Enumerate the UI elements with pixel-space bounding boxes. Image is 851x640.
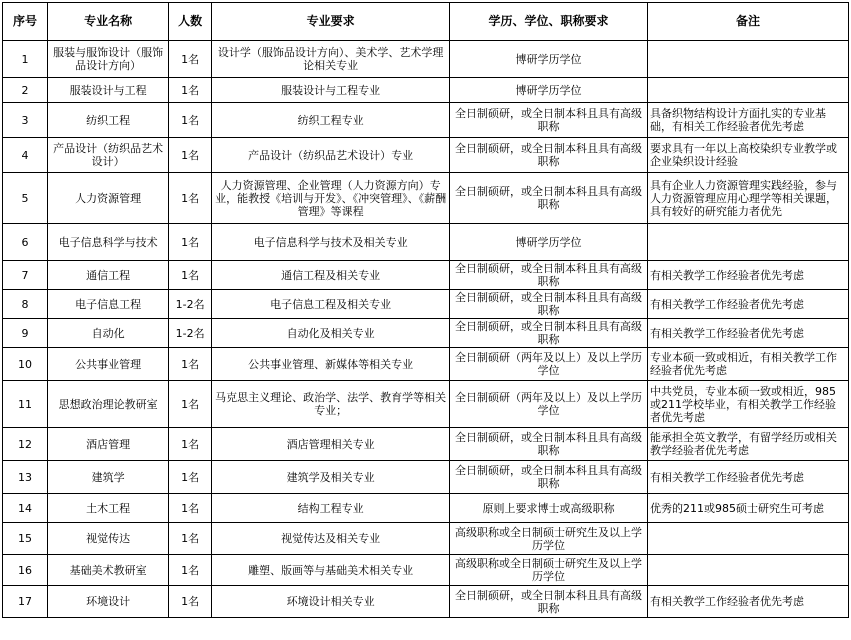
cell-requirement: 建筑学及相关专业 bbox=[212, 461, 450, 494]
table-row bbox=[3, 428, 849, 461]
cell-name: 酒店管理 bbox=[48, 428, 169, 461]
cell-note: 有相关教学工作经验者优先考虑 bbox=[647, 319, 848, 348]
cell-requirement: 电子信息工程及相关专业 bbox=[212, 290, 450, 319]
cell-requirement: 结构工程专业 bbox=[212, 494, 450, 523]
cell-seq: 5 bbox=[3, 173, 48, 224]
recruitment-table bbox=[2, 2, 849, 618]
cell-note: 优秀的211或985硕士研究生可考虑 bbox=[647, 494, 848, 523]
cell-education: 全日制硕研，或全日制本科且具有高级职称 bbox=[450, 261, 648, 290]
cell-note: 有相关教学工作经验者优先考虑 bbox=[647, 290, 848, 319]
table-row bbox=[3, 290, 849, 319]
cell-education: 全日制硕研，或全日制本科且具有高级职称 bbox=[450, 138, 648, 173]
cell-note bbox=[647, 41, 848, 78]
cell-education: 全日制硕研，或全日制本科且具有高级职称 bbox=[450, 173, 648, 224]
cell-seq: 3 bbox=[3, 103, 48, 138]
cell-education: 全日制硕研，或全日制本科且具有高级职称 bbox=[450, 428, 648, 461]
cell-education: 全日制硕研，或全日制本科且具有高级职称 bbox=[450, 586, 648, 618]
header-num: 人数 bbox=[169, 3, 212, 41]
cell-num: 1-2名 bbox=[169, 319, 212, 348]
cell-note: 有相关教学工作经验者优先考虑 bbox=[647, 261, 848, 290]
cell-education: 全日制硕研，或全日制本科且具有高级职称 bbox=[450, 103, 648, 138]
table-row bbox=[3, 41, 849, 78]
cell-name: 电子信息科学与技术 bbox=[48, 224, 169, 261]
table-row bbox=[3, 224, 849, 261]
cell-seq: 7 bbox=[3, 261, 48, 290]
cell-requirement: 视觉传达及相关专业 bbox=[212, 523, 450, 555]
table-row bbox=[3, 494, 849, 523]
cell-seq: 17 bbox=[3, 586, 48, 618]
cell-name: 土木工程 bbox=[48, 494, 169, 523]
cell-note: 要求具有一年以上高校染织专业教学或企业染织设计经验 bbox=[647, 138, 848, 173]
cell-num: 1名 bbox=[169, 103, 212, 138]
cell-name: 环境设计 bbox=[48, 586, 169, 618]
cell-note bbox=[647, 224, 848, 261]
cell-note bbox=[647, 78, 848, 103]
table-row bbox=[3, 586, 849, 618]
cell-seq: 10 bbox=[3, 348, 48, 381]
cell-num: 1名 bbox=[169, 261, 212, 290]
table-row bbox=[3, 78, 849, 103]
cell-seq: 2 bbox=[3, 78, 48, 103]
cell-seq: 15 bbox=[3, 523, 48, 555]
cell-seq: 9 bbox=[3, 319, 48, 348]
cell-num: 1名 bbox=[169, 523, 212, 555]
cell-requirement: 酒店管理相关专业 bbox=[212, 428, 450, 461]
cell-name: 纺织工程 bbox=[48, 103, 169, 138]
cell-num: 1名 bbox=[169, 78, 212, 103]
table-row bbox=[3, 103, 849, 138]
cell-note: 能承担全英文教学，有留学经历或相关教学经验者优先考虑 bbox=[647, 428, 848, 461]
cell-name: 人力资源管理 bbox=[48, 173, 169, 224]
cell-seq: 12 bbox=[3, 428, 48, 461]
cell-seq: 14 bbox=[3, 494, 48, 523]
table-row bbox=[3, 461, 849, 494]
table-row bbox=[3, 381, 849, 428]
cell-seq: 1 bbox=[3, 41, 48, 78]
cell-num: 1名 bbox=[169, 586, 212, 618]
cell-education: 高级职称或全日制硕士研究生及以上学历学位 bbox=[450, 523, 648, 555]
cell-name: 电子信息工程 bbox=[48, 290, 169, 319]
header-seq: 序号 bbox=[3, 3, 48, 41]
cell-name: 思想政治理论教研室 bbox=[48, 381, 169, 428]
cell-requirement: 雕塑、版画等与基础美术相关专业 bbox=[212, 555, 450, 586]
cell-num: 1-2名 bbox=[169, 290, 212, 319]
cell-name: 建筑学 bbox=[48, 461, 169, 494]
cell-requirement: 自动化及相关专业 bbox=[212, 319, 450, 348]
cell-education: 全日制硕研，或全日制本科且具有高级职称 bbox=[450, 290, 648, 319]
cell-note: 具备织物结构设计方面扎实的专业基础，有相关工作经验者优先考虑 bbox=[647, 103, 848, 138]
cell-seq: 6 bbox=[3, 224, 48, 261]
cell-education: 高级职称或全日制硕士研究生及以上学历学位 bbox=[450, 555, 648, 586]
cell-note: 有相关教学工作经验者优先考虑 bbox=[647, 586, 848, 618]
cell-seq: 4 bbox=[3, 138, 48, 173]
cell-education: 原则上要求博士或高级职称 bbox=[450, 494, 648, 523]
table-row bbox=[3, 138, 849, 173]
cell-name: 产品设计（纺织品艺术设计） bbox=[48, 138, 169, 173]
cell-education: 博研学历学位 bbox=[450, 41, 648, 78]
cell-requirement: 人力资源管理、企业管理（人力资源方向）专业，能教授《培训与开发》、《冲突管理》、《薪酬管理》等课程 bbox=[212, 173, 450, 224]
cell-requirement: 纺织工程专业 bbox=[212, 103, 450, 138]
cell-education: 全日制硕研（两年及以上）及以上学历学位 bbox=[450, 381, 648, 428]
cell-requirement: 设计学（服饰品设计方向）、美术学、艺术学理论相关专业 bbox=[212, 41, 450, 78]
cell-education: 全日制硕研，或全日制本科且具有高级职称 bbox=[450, 319, 648, 348]
cell-num: 1名 bbox=[169, 428, 212, 461]
table-row bbox=[3, 555, 849, 586]
cell-name: 自动化 bbox=[48, 319, 169, 348]
cell-seq: 16 bbox=[3, 555, 48, 586]
cell-education: 博研学历学位 bbox=[450, 224, 648, 261]
cell-name: 视觉传达 bbox=[48, 523, 169, 555]
cell-note: 具有企业人力资源管理实践经验，参与人力资源管理应用心理学等相关课题，具有较好的研究能力者优先 bbox=[647, 173, 848, 224]
cell-name: 公共事业管理 bbox=[48, 348, 169, 381]
cell-seq: 11 bbox=[3, 381, 48, 428]
table-row bbox=[3, 523, 849, 555]
cell-num: 1名 bbox=[169, 173, 212, 224]
cell-num: 1名 bbox=[169, 381, 212, 428]
cell-num: 1名 bbox=[169, 41, 212, 78]
header-row bbox=[3, 3, 849, 41]
table-row bbox=[3, 348, 849, 381]
cell-note bbox=[647, 555, 848, 586]
cell-requirement: 马克思主义理论、政治学、法学、教育学等相关专业； bbox=[212, 381, 450, 428]
header-requirement: 专业要求 bbox=[212, 3, 450, 41]
cell-name: 基础美术教研室 bbox=[48, 555, 169, 586]
cell-requirement: 环境设计相关专业 bbox=[212, 586, 450, 618]
header-note: 备注 bbox=[647, 3, 848, 41]
cell-education: 全日制硕研（两年及以上）及以上学历学位 bbox=[450, 348, 648, 381]
cell-education: 全日制硕研，或全日制本科且具有高级职称 bbox=[450, 461, 648, 494]
cell-num: 1名 bbox=[169, 461, 212, 494]
cell-note: 有相关教学工作经验者优先考虑 bbox=[647, 461, 848, 494]
cell-requirement: 产品设计（纺织品艺术设计）专业 bbox=[212, 138, 450, 173]
cell-note: 中共党员，专业本硕一致或相近，985或211学校毕业，有相关教学工作经验者优先考虑 bbox=[647, 381, 848, 428]
cell-requirement: 电子信息科学与技术及相关专业 bbox=[212, 224, 450, 261]
cell-num: 1名 bbox=[169, 555, 212, 586]
cell-num: 1名 bbox=[169, 494, 212, 523]
cell-requirement: 服装设计与工程专业 bbox=[212, 78, 450, 103]
cell-num: 1名 bbox=[169, 224, 212, 261]
header-education: 学历、学位、职称要求 bbox=[450, 3, 648, 41]
cell-note: 专业本硕一致或相近，有相关教学工作经验者优先考虑 bbox=[647, 348, 848, 381]
table-row bbox=[3, 261, 849, 290]
cell-education: 博研学历学位 bbox=[450, 78, 648, 103]
cell-requirement: 通信工程及相关专业 bbox=[212, 261, 450, 290]
cell-seq: 8 bbox=[3, 290, 48, 319]
cell-name: 服装与服饰设计（服饰品设计方向） bbox=[48, 41, 169, 78]
cell-seq: 13 bbox=[3, 461, 48, 494]
cell-num: 1名 bbox=[169, 348, 212, 381]
cell-name: 通信工程 bbox=[48, 261, 169, 290]
cell-requirement: 公共事业管理、新媒体等相关专业 bbox=[212, 348, 450, 381]
cell-num: 1名 bbox=[169, 138, 212, 173]
header-name: 专业名称 bbox=[48, 3, 169, 41]
cell-note bbox=[647, 523, 848, 555]
table-row bbox=[3, 319, 849, 348]
cell-name: 服装设计与工程 bbox=[48, 78, 169, 103]
table-row bbox=[3, 173, 849, 224]
